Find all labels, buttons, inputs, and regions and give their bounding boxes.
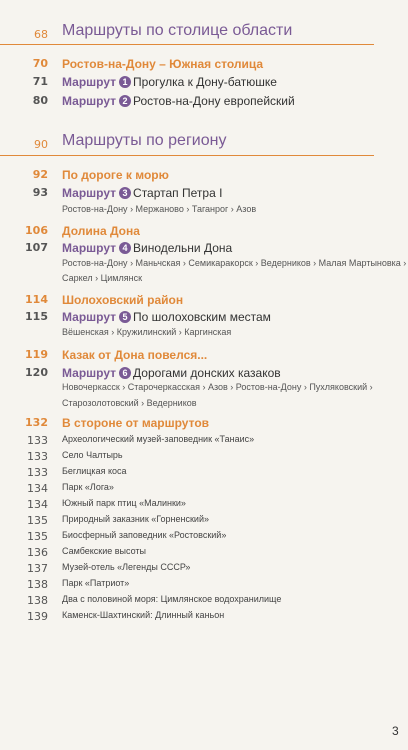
- route-path-text: Новочеркасск › Старочеркасская › Азов › Ростов-на-Дону › Пухляковский ›: [62, 382, 373, 392]
- page-ref: 93: [32, 186, 48, 199]
- item-title: Самбекские высоты: [62, 546, 147, 556]
- item-title: Музей-отель «Легенды СССР»: [62, 562, 191, 572]
- route-label: Маршрут: [62, 75, 117, 89]
- route-label: Маршрут: [62, 366, 117, 380]
- route-number-badge: 1: [119, 76, 131, 88]
- section-title: Маршруты по столице области: [62, 22, 293, 39]
- item-title: Биосферный заповедник «Ростовский»: [62, 530, 227, 540]
- page-ref: 133: [27, 450, 48, 463]
- item-title: Парк «Патриот»: [62, 578, 130, 588]
- route-title: Дорогами донских казаков: [133, 366, 281, 380]
- page-ref: 136: [27, 546, 48, 559]
- subsection-title: По дороге к морю: [62, 168, 169, 182]
- page-ref: 106: [25, 224, 48, 237]
- route-number-badge: 3: [119, 187, 131, 199]
- item-title: Парк «Лога»: [62, 482, 114, 492]
- page-ref: 137: [27, 562, 48, 575]
- route-path-text: Вёшенская › Кружилинский › Каргинская: [62, 327, 232, 337]
- page-ref: 90: [34, 138, 48, 151]
- route-number-badge: 4: [119, 242, 131, 254]
- page-ref: 119: [25, 348, 48, 361]
- section-divider: [0, 155, 374, 156]
- route-title: Ростов-на-Дону европейский: [133, 94, 295, 108]
- page-ref: 71: [32, 75, 48, 88]
- page-ref: 139: [27, 610, 48, 623]
- page-ref: 133: [27, 434, 48, 447]
- item-title: Природный заказник «Горненский»: [62, 514, 209, 524]
- item-title: Село Чалтырь: [62, 450, 123, 460]
- route-label: Маршрут: [62, 241, 117, 255]
- item-title: Каменск-Шахтинский: Длинный каньон: [62, 610, 225, 620]
- route-path-text: Ростов-на-Дону › Мержаново › Таганрог › Азов: [62, 204, 257, 214]
- page-ref: 135: [27, 514, 48, 527]
- item-title: Южный парк птиц «Малинки»: [62, 498, 186, 508]
- route-path-text: Ростов-на-Дону › Маньчская › Семикаракорск › Ведерников › Малая Мартыновка ›: [62, 258, 407, 268]
- route-title: Винодельни Дона: [133, 241, 233, 255]
- subsection-title: В стороне от маршрутов: [62, 416, 210, 430]
- section-divider: [0, 44, 374, 45]
- page-ref: 70: [32, 57, 48, 70]
- page-ref: 132: [25, 416, 48, 429]
- route-label: Маршрут: [62, 310, 117, 324]
- route-title: По шолоховским местам: [133, 310, 271, 324]
- item-title: Беглицкая коса: [62, 466, 127, 476]
- page-ref: 133: [27, 466, 48, 479]
- route-path-text: Старозолотовский › Ведерников: [62, 398, 197, 408]
- subsection-title: Ростов-на-Дону – Южная столица: [62, 57, 264, 71]
- route-label: Маршрут: [62, 94, 117, 108]
- page-ref: 115: [25, 310, 48, 323]
- route-number-badge: 5: [119, 311, 131, 323]
- route-number-badge: 2: [119, 95, 131, 107]
- page-ref: 134: [27, 482, 48, 495]
- page-number: 3: [392, 724, 399, 738]
- page-ref: 107: [25, 241, 48, 254]
- page-ref: 135: [27, 530, 48, 543]
- route-title: Стартап Петра I: [133, 186, 223, 200]
- page-ref: 68: [34, 28, 48, 41]
- route-title: Прогулка к Дону-батюшке: [133, 75, 277, 89]
- page-ref: 92: [32, 168, 48, 181]
- subsection-title: Долина Дона: [62, 224, 140, 238]
- item-title: Археологический музей-заповедник «Танаис»: [62, 434, 255, 444]
- route-path-text: Саркел › Цимлянск: [62, 273, 143, 283]
- page-ref: 134: [27, 498, 48, 511]
- page-ref: 80: [32, 94, 48, 107]
- page-ref: 120: [25, 366, 48, 379]
- route-number-badge: 6: [119, 367, 131, 379]
- route-label: Маршрут: [62, 186, 117, 200]
- section-title: Маршруты по региону: [62, 132, 227, 149]
- subsection-title: Казак от Дона повелся...: [62, 348, 208, 362]
- page-ref: 138: [27, 594, 48, 607]
- page-ref: 138: [27, 578, 48, 591]
- item-title: Два с половиной моря: Цимлянское водохранилище: [62, 594, 282, 604]
- page-ref: 114: [25, 293, 48, 306]
- subsection-title: Шолоховский район: [62, 293, 184, 307]
